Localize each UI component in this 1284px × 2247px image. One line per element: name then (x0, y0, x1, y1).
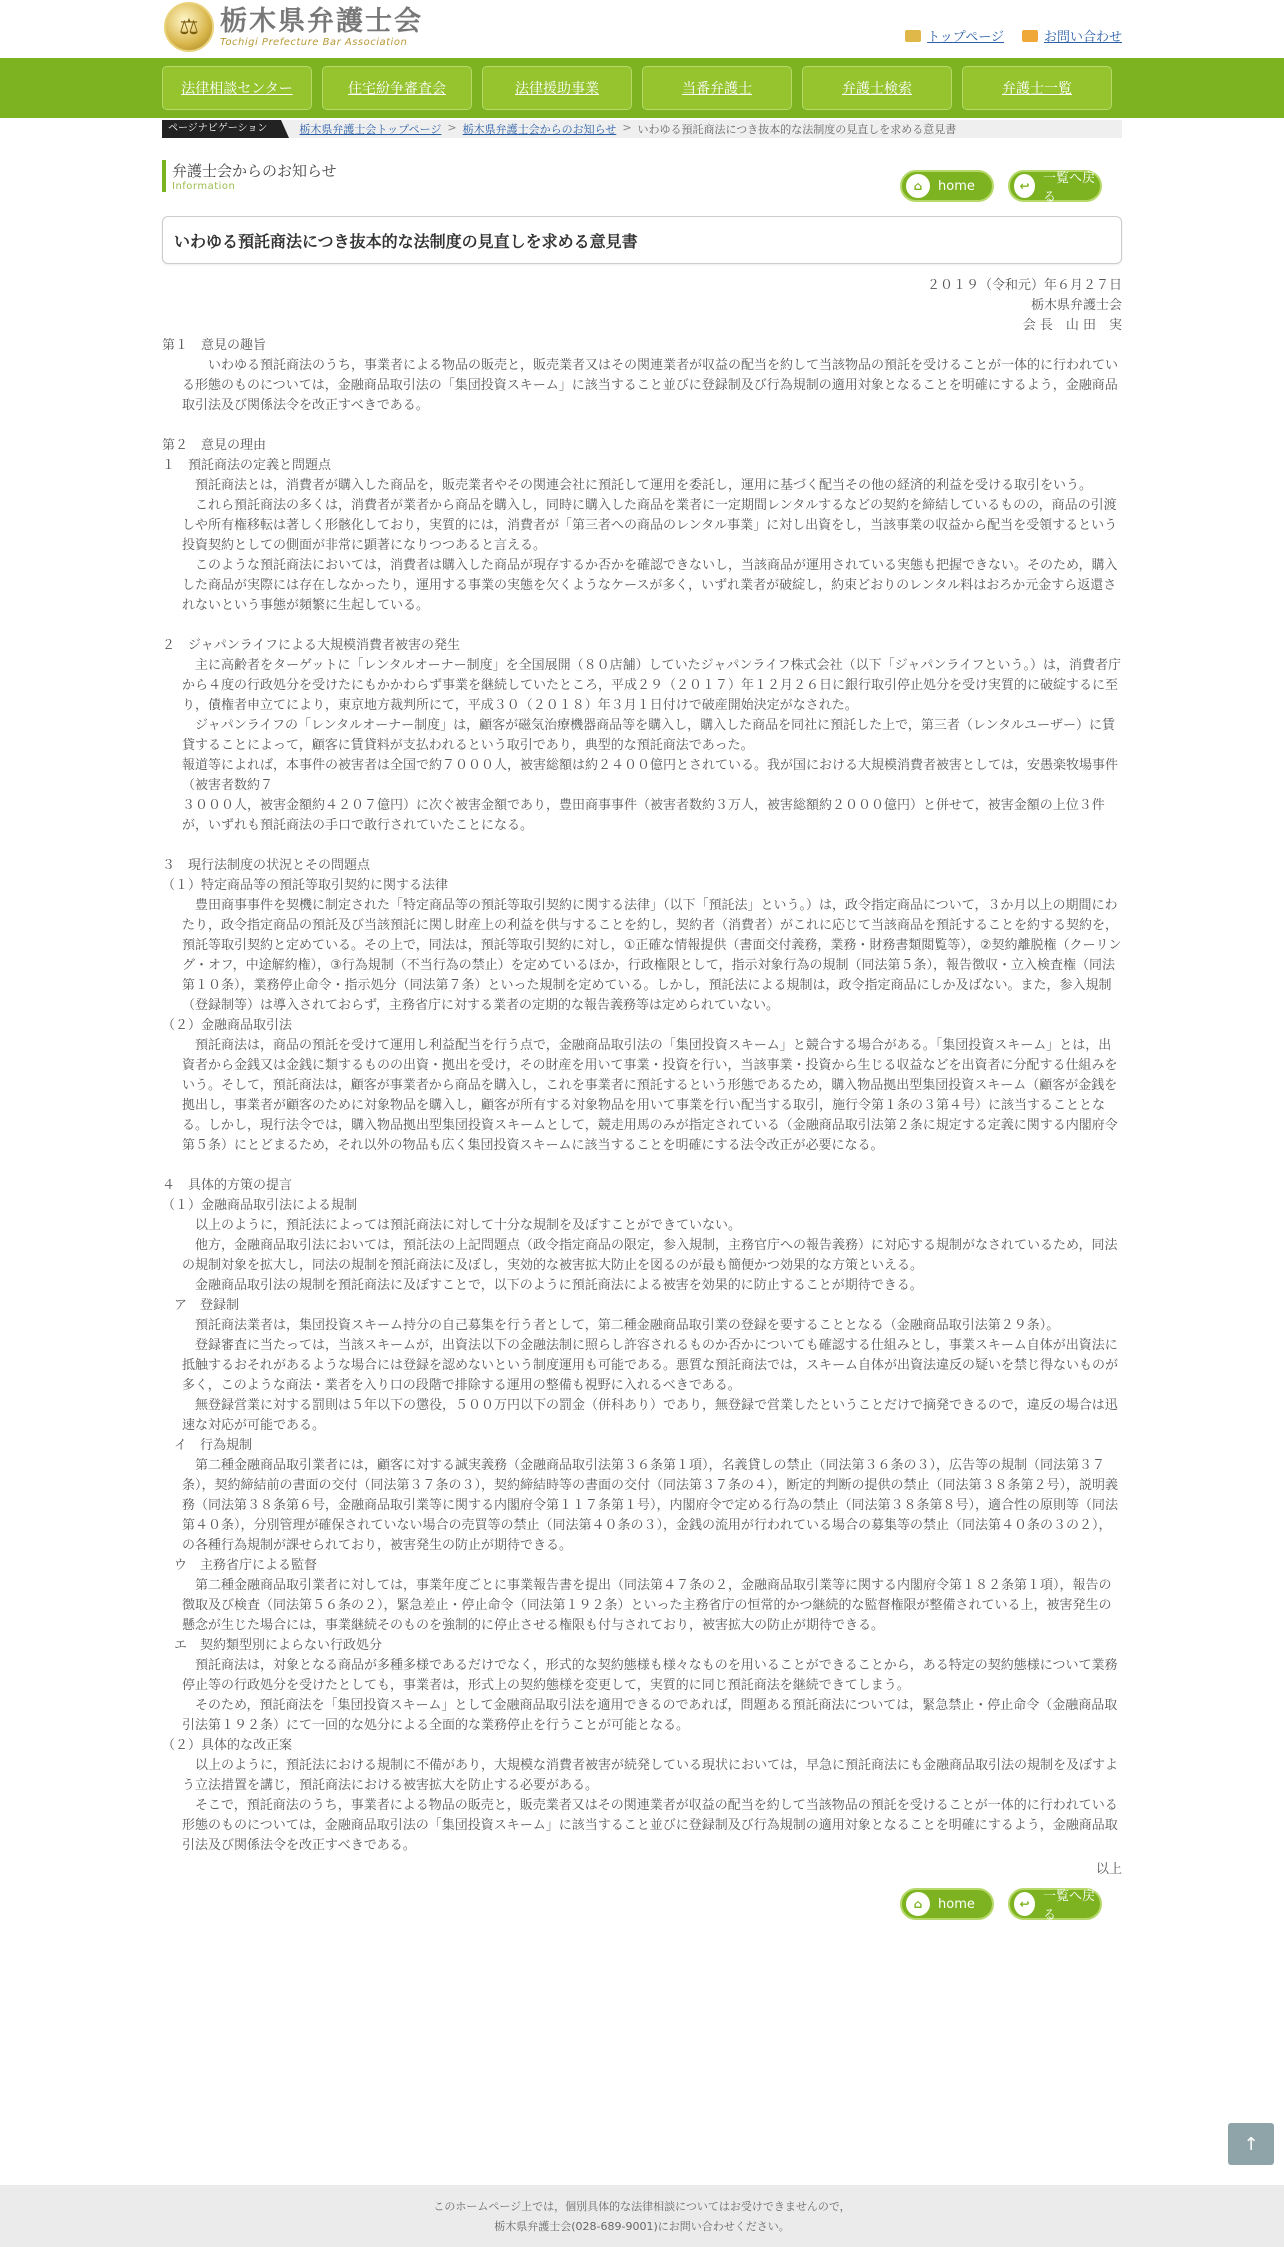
paragraph: 無登録営業に対する罰則は５年以下の懲役，５００万円以下の罰金（併科あり）であり，無登録で営業したということだけで摘発できるので，違反の場合は迅速な対応が可能である。 (182, 1398, 1118, 1433)
paragraph: 豊田商事事件を契機に制定された「特定商品等の預託等取引契約に関する法律」（以下「預託法」という。）は，政令指定商品について，３か月以上の期間にわたり，政令指定商品の預託及び当該預託に関し財産上の利益を供与することを約し，契約者（消費者）がこれに応じて当該商品を預託することを約する契約を，預託等取引契約と定めている。その上で，同法は，預託等取引契約に対し，①正確な情報提供（書面交付義務，業務・財務書類閲覧等），②契約離脱権（クーリング・オフ，中途解約権），③行為規制（不当行為の禁止）を定めているほか，行政権限として，指示対象行為の規制（同法第５条），報告徴収・立入検査権（同法第１０条），業務停止命令・指示処分（同法第７条）といった規制を定めている。しかし，預託法による規制は，政令指定商品にしか及ばない。また，参入規制（登録制等）は導入されておらず，主務省庁に対する業者の定期的な報告義務等は定められていない。 (182, 898, 1122, 1013)
breadcrumb-link-top[interactable]: 栃木県弁護士会トップページ (299, 123, 442, 136)
subheading: １ 預託商法の定義と問題点 (162, 458, 332, 473)
logo-title: 栃木県弁護士会 (220, 5, 423, 37)
paragraph: 預託商法業者は，集団投資スキーム持分の自己募集を行う者として，第二種金融商品取引業の登録を要することとなる（金融商品取引法第２９条）。 (195, 1318, 1060, 1333)
paragraph: そのため，預託商法を「集団投資スキーム」として金融商品取引法を適用できるのであれば，問題ある預託商法については，緊急禁止・停止命令（金融商品取引法第１９２条）にて一回的な処分による全面的な業務停止を行うことが可能となる。 (182, 1698, 1118, 1733)
contact-link[interactable]: お問い合わせ (1022, 26, 1122, 45)
subheading: （１）金融商品取引法による規制 (162, 1198, 358, 1213)
article-body (162, 276, 1122, 1880)
section-subtitle: Information (172, 181, 236, 192)
subheading: （２）具体的な改正案 (162, 1738, 293, 1753)
paragraph: いわゆる預託商法のうち，事業者による物品の販売と，販売業者又はその関連業者が収益の配当を約して当該物品の預託を受けることが一体的に行われている形態のものについては，金融商品取引法の「集団投資スキーム」に該当すること並びに登録制及び行為規制の適用対象となることを明確にするよう，金融商品取引法及び関係法令を改正すべきである。 (182, 358, 1119, 413)
mail-icon (1022, 30, 1038, 42)
paragraph: 他方，金融商品取引法においては，預託法の上記問題点（政令指定商品の限定，参入規制，主務官庁への報告義務）に対応する規制がなされているため，同法の規制対象を拡大し，同法の規制を預託商法に及ぼし，実効的な被害拡大防止を図るのが最も簡便かつ効果的な方策といえる。 (182, 1238, 1118, 1273)
subheading: イ 行為規制 (174, 1438, 253, 1453)
nav-item-lawyer-list[interactable]: 弁護士一覧 (962, 66, 1112, 110)
site-logo[interactable] (164, 2, 423, 52)
paragraph: 第二種金融商品取引業者には，顧客に対する誠実義務（金融商品取引法第３６条第１項），名義貸しの禁止（同法第３６条の３），広告等の規制（同法第３７条），契約締結前の書面の交付（同法第３７条の３），契約締結時等の書面の交付（同法第３７条の４），断定的判断の提供の禁止（同法第３８条第２号），説明義務（同法第３８条第６号，金融商品取引業等に関する内閣府令第１１７条第１号），内閣府令で定める行為の禁止（同法第３８条第８号），適合性の原則等（同法第４０条），分別管理が確保されていない場合の売買等の禁止（同法第４０条の３），金銭の流用が行われている場合の募集等の禁止（同法第４０条の３の２），の各種行為規制が課せられており，被害発生の防止が期待できる。 (182, 1458, 1119, 1553)
paragraph: このような預託商法においては，消費者は購入した商品が現存するか否かを確認できないし，当該商品が運用されている実態も把握できない。そのため，購入した商品が実際には存在しなかったり，運用する事業の実態を欠くようなケースが多く，いずれ業者が破綻し，約束どおりのレンタル料はおろか元金すら返還されないという事態が頻繁に生起している。 (182, 558, 1118, 613)
paragraph: 登録審査に当たっては，当該スキームが，出資法以下の金融法制に照らし許容されるものか否かについても確認する仕組みとし，事業スキーム自体が出資法に抵触するおそれがあるような場合には登録を認めないという制度運用も可能である。悪質な預託商法では，スキーム自体が出資法違反の疑いを禁じ得ないものが多く，このような商法・業者を入り口の段階で排除する運用の整備も視野に入れるべきである。 (182, 1338, 1119, 1393)
arrow-up-icon: ↑ (1243, 2133, 1259, 2155)
nav-item-housing[interactable]: 住宅紛争審査会 (322, 66, 472, 110)
paragraph: 預託商法は，対象となる商品が多種多様であるだけでなく，形式的な契約態様も様々なものを用いることができることから，ある特定の契約態様について業務停止等の行政処分を受けたとしても，事業者は，形式上の契約態様を変更して，実質的に同じ預託商法を継続できてしまう。 (182, 1658, 1118, 1693)
subheading: エ 契約類型別によらない行政処分 (174, 1638, 383, 1653)
paragraph: 報道等によれば，本事件の被害者は全国で約７０００人，被害総額は約２４００億円とされている。我が国における大規模消費者被害としては，安愚楽牧場事件（被害者数約７ (182, 758, 1119, 793)
article-date: ２０１９（令和元）年６月２７日 (926, 278, 1122, 293)
back-arrow-icon: ↩ (1014, 1892, 1035, 1916)
breadcrumb-separator: > (622, 121, 632, 134)
paragraph: ジャパンライフの「レンタルオーナー制度」は，顧客が磁気治療機器商品等を購入し，購入した商品を同社に預託した上で，第三者（レンタルユーザー）に賃貸することによって，顧客に賃貸料が支払われるという取引であり，典型的な預託商法であった。 (182, 718, 1116, 753)
global-nav (0, 58, 1284, 118)
home-icon (905, 30, 921, 42)
subheading: （２）金融商品取引法 (162, 1018, 293, 1033)
top-links (905, 26, 1122, 45)
home-button[interactable]: ⌂ home (900, 170, 994, 202)
nav-item-duty-lawyer[interactable]: 当番弁護士 (642, 66, 792, 110)
closing-text: 以上 (1095, 1862, 1122, 1877)
back-to-list-button[interactable]: ↩ 一覧へ戻る (1008, 170, 1102, 202)
nav-item-consultation[interactable]: 法律相談センター (162, 66, 312, 110)
top-page-link[interactable]: トップページ (905, 26, 1004, 45)
scroll-to-top-button[interactable] (1228, 2123, 1274, 2165)
breadcrumb-separator: > (447, 121, 457, 134)
home-icon: ⌂ (906, 1892, 930, 1916)
paragraph: 第二種金融商品取引業者に対しては，事業年度ごとに事業報告書を提出（同法第４７条の２，金融商品取引業等に関する内閣府令第１８２条第１項），報告の徴取及び検査（同法第５６条の２），緊急差止・停止命令（同法第１９２条）といった主務省庁の恒常的かつ継続的な監督権限が整備されている上，被害発生の懸念が生じた場合には，事業継続そのものを強制的に停止させる権限も付与されており，被害拡大の防止が期待できる。 (182, 1578, 1112, 1633)
paragraph: 以上のように，預託法における規制に不備があり，大規模な消費者被害が続発している現状においては，早急に預託商法にも金融商品取引法の規制を及ぼすよう立法措置を講じ，預託商法における被害拡大を防止する必要がある。 (182, 1758, 1119, 1793)
article-title: いわゆる預託商法につき抜本的な法制度の見直しを求める意見書 (174, 231, 638, 251)
site-footer (0, 2185, 1284, 2247)
breadcrumb-link-news[interactable]: 栃木県弁護士会からのお知らせ (462, 123, 617, 136)
subheading: ３ 現行法制度の状況とその問題点 (162, 858, 371, 873)
nav-item-legal-aid[interactable]: 法律援助事業 (482, 66, 632, 110)
article-org: 栃木県弁護士会 (1030, 298, 1122, 313)
paragraph: ３０００人，被害金額約４２０７億円）に次ぐ被害金額であり，豊田商事事件（被害者数約３万人，被害総額約２０００億円）と併せて，被害金額の上位３件が，いずれも預託商法の手口で敢行されていたことになる。 (182, 798, 1105, 833)
footer-note-1: このホームページ上では，個別具体的な法律相談についてはお受けできませんので， (433, 2200, 851, 2213)
breadcrumb-label: ページナビゲーション (162, 120, 281, 138)
logo-emblem-icon: ⚖ (164, 2, 214, 52)
subheading: ウ 主務省庁による監督 (174, 1558, 318, 1573)
article-title-box (162, 216, 1122, 264)
home-button-bottom[interactable]: ⌂ home (900, 1888, 994, 1920)
paragraph: 以上のように，預託法によっては預託商法に対して十分な規制を及ぼすことができていない。 (195, 1218, 742, 1233)
paragraph: そこで，預託商法のうち，事業者による物品の販売と，販売業者又はその関連業者が収益の配当を約して当該物品の預託を受けることが一体的に行われている形態のものについては，金融商品取引法の「集団投資スキーム」に該当すること並びに登録制及び行為規制の適用対象となることを明確にするよう，金融商品取引法及び関係法令を改正すべきである。 (182, 1798, 1118, 1853)
site-header (162, 0, 1122, 58)
paragraph: 預託商法は，商品の預託を受けて運用し利益配当を行う点で，金融商品取引法の「集団投資スキーム」と競合する場合がある。「集団投資スキーム」とは，出資者から金銭又は金銭に類するものの出資・拠出を受け，その財産を用いて事業・投資を行い，当該事業・投資から生じる収益などを出資者に分配する仕組みをいう。そして，預託商法は，顧客が事業者から商品を購入し，これを事業者に預託するという形態であるため，購入物品拠出型集団投資スキーム（顧客が金銭を拠出し，事業者が顧客のために対象物品を購入し，顧客が所有する対象物品を用いて事業を行い配当する取引，施行令第１条の３第４号）に該当することとなる。しかし，現行法令では，購入物品拠出型集団投資スキームとして，競走用馬のみが指定されている（金融商品取引法第２条に規定する定義に関する内閣府令第５条）にとどまるため，それ以外の物品も広く集団投資スキームに該当することを明確にする法令改正が必要になる。 (182, 1038, 1118, 1153)
footer-note-2: 栃木県弁護士会(028-689-9001)にお問い合わせください。 (494, 2220, 790, 2233)
article-signer: 会 長 山 田 実 (1022, 318, 1122, 333)
subheading: ４ 具体的方策の提言 (162, 1178, 293, 1193)
subheading: ア 登録制 (174, 1298, 240, 1313)
breadcrumb (162, 120, 1122, 138)
subheading: （１）特定商品等の預託等取引契約に関する法律 (162, 878, 449, 893)
paragraph: これら預託商法の多くは，消費者が業者から商品を購入し，同時に購入した商品を業者に一定期間レンタルするなどの契約を締結しているものの，商品の引渡しや所有権移転は著しく形骸化しており，実質的には，消費者が「第三者への商品のレンタル事業」に対し出資をし，当該事業の収益から配当を受領するという投資契約としての側面が非常に顕著になりつつあると言える。 (182, 498, 1118, 553)
paragraph: 主に高齢者をターゲットに「レンタルオーナー制度」を全国展開（８０店舗）していたジャパンライフ株式会社（以下「ジャパンライフという。）は，消費者庁から４度の行政処分を受けたにもかかわらず事業を継続していたところ，平成２９（２０１７）年１２月２６日に銀行取引停止処分を受け実質的に破綻するに至り，債権者申立てにより，東京地方裁判所にて，平成３０（２０１８）年３月１日付けで破産開始決定がなされた。 (182, 658, 1122, 713)
heading: 第１ 意見の趣旨 (162, 338, 267, 353)
section-header (162, 160, 1122, 206)
nav-item-lawyer-search[interactable]: 弁護士検索 (802, 66, 952, 110)
section-title: 弁護士会からのお知らせ (172, 162, 337, 180)
paragraph: 金融商品取引法の規制を預託商法に及ぼすことで，以下のように預託商法による被害を効果的に防止することが期待できる。 (195, 1278, 923, 1293)
back-to-list-button-bottom[interactable]: ↩ 一覧へ戻る (1008, 1888, 1102, 1920)
back-arrow-icon: ↩ (1014, 174, 1035, 198)
logo-subtitle: Tochigi Prefecture Bar Association (220, 36, 408, 48)
home-icon: ⌂ (906, 174, 930, 198)
paragraph: 預託商法とは，消費者が購入した商品を，販売業者やその関連会社に預託して運用を委託し，運用に基づく配当その他の経済的利益を受ける取引をいう。 (195, 478, 1093, 493)
subheading: ２ ジャパンライフによる大規模消費者被害の発生 (162, 638, 460, 653)
breadcrumb-current: いわゆる預託商法につき抜本的な法制度の見直しを求める意見書 (637, 123, 957, 136)
heading: 第２ 意見の理由 (162, 438, 267, 453)
